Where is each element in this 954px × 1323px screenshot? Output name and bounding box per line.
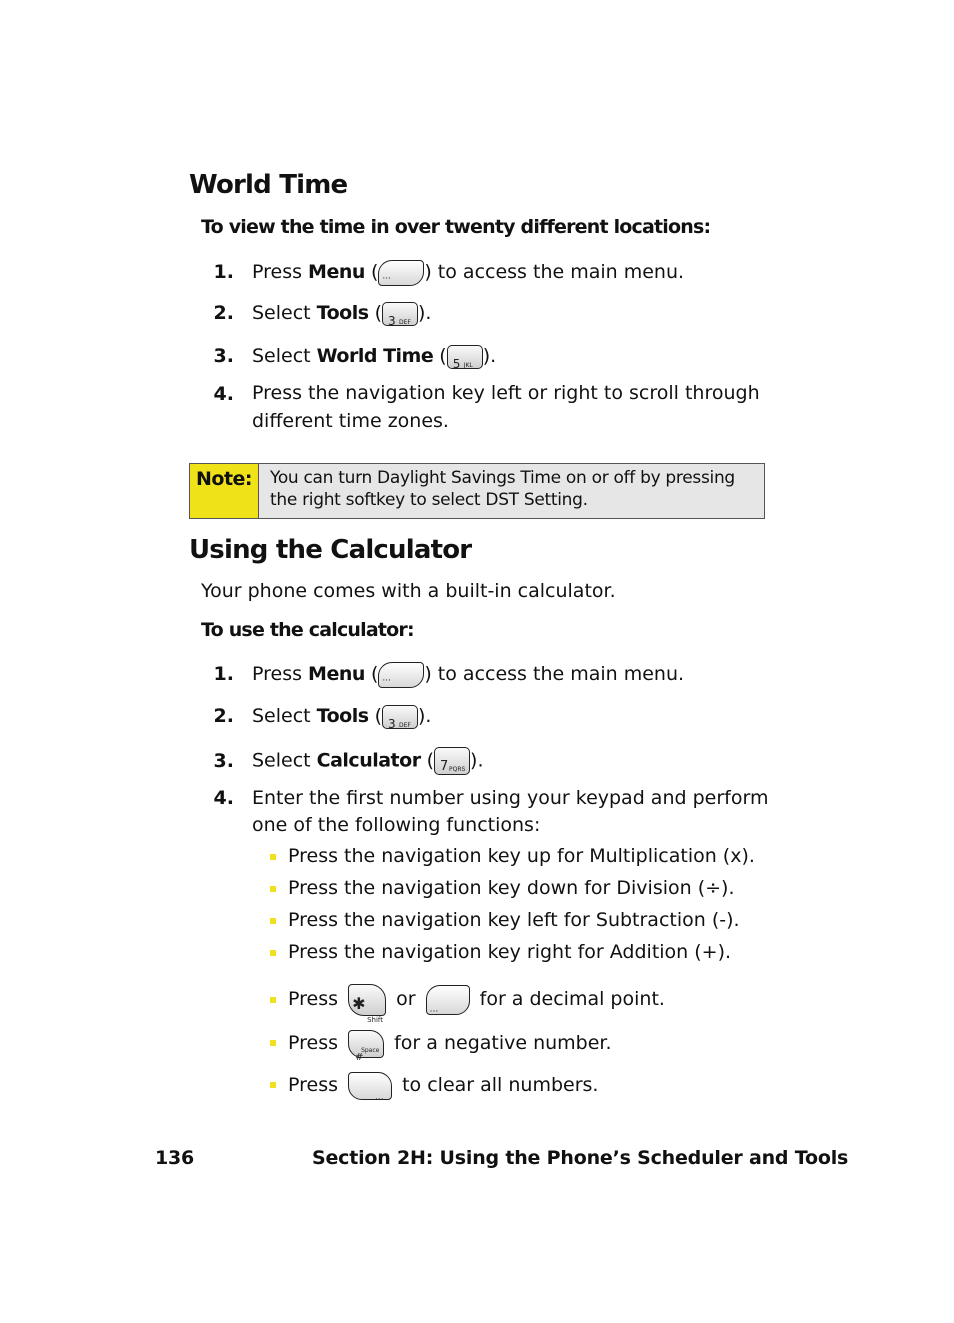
key-glyph: ✱ — [352, 993, 366, 1013]
key-digit: 3 — [387, 716, 396, 731]
bullet-item — [270, 909, 740, 931]
calc-step-3 — [252, 747, 483, 775]
calc-step-4-line1: Enter the first number using your keypad and perform — [252, 787, 769, 809]
step-bold: World Time — [316, 345, 434, 367]
step-bold: Calculator — [316, 749, 421, 772]
bullet-square-icon — [270, 918, 276, 924]
step-bold: Tools — [316, 705, 369, 727]
step-number: 1. — [213, 261, 234, 283]
step-text: Press — [252, 261, 309, 283]
world-step-3 — [252, 343, 496, 370]
bullet-square-icon — [270, 1082, 276, 1088]
key-7-icon — [434, 747, 470, 775]
bullet-item — [270, 877, 734, 899]
calculator-intro: Your phone comes with a built-in calculator. — [201, 580, 616, 602]
step-text: ). — [417, 705, 432, 727]
step-text: ) to access the main menu. — [424, 663, 685, 685]
key-glyph: ··· — [382, 273, 391, 284]
key-3-icon — [382, 705, 418, 729]
bullet-text: to clear all numbers. — [402, 1074, 599, 1096]
step-bold: Menu — [308, 261, 365, 283]
bullet-text: Press — [288, 988, 339, 1010]
calc-step-4-line2: one of the following functions: — [252, 814, 541, 836]
bullet-square-icon — [270, 854, 276, 860]
pound-space-key-icon — [348, 1030, 384, 1063]
bullet-square-icon — [270, 1040, 276, 1046]
bullet-decimal — [270, 980, 665, 1024]
bullet-text: Press — [288, 1074, 339, 1096]
world-time-subheading: To view the time in over twenty different locations: — [201, 216, 711, 238]
menu-softkey-icon — [426, 985, 470, 1015]
step-text: ( — [420, 749, 435, 772]
menu-softkey-icon — [378, 260, 424, 286]
step-text: ( — [364, 663, 379, 685]
bullet-square-icon — [270, 997, 276, 1003]
world-step-1 — [252, 259, 684, 286]
step-text: ). — [482, 345, 497, 367]
key-3-icon — [382, 302, 418, 326]
key-label: Shift — [367, 1015, 383, 1024]
note-text: You can turn Daylight Savings Time on or off by pressing the right softkey to select DST Setting. — [270, 468, 735, 510]
bullet-square-icon — [270, 950, 276, 956]
world-step-2 — [252, 300, 431, 327]
calc-step-1 — [252, 661, 684, 688]
key-glyph: ··· — [375, 1094, 384, 1105]
note-label: Note: — [190, 464, 259, 518]
key-letters: PQRS — [449, 766, 466, 773]
page-number: 136 — [155, 1147, 195, 1169]
section-title: Section 2H: Using the Phone’s Scheduler and Tools — [312, 1147, 849, 1169]
step-number: 3. — [213, 750, 234, 772]
step-number: 1. — [213, 663, 234, 685]
step-number: 3. — [213, 345, 234, 367]
key-glyph: ··· — [382, 675, 391, 686]
step-number: 2. — [213, 705, 234, 727]
step-number: 4. — [213, 383, 234, 405]
step-number: 4. — [213, 787, 234, 809]
bullet-text: or — [396, 988, 416, 1010]
bullet-text: for a decimal point. — [479, 988, 665, 1010]
key-letters: DEF — [398, 721, 411, 729]
step-bold: Tools — [316, 302, 369, 324]
bullet-text: Press — [288, 1032, 339, 1054]
bullet-text: Press the navigation key left for Subtraction (-). — [288, 909, 740, 931]
world-step-4-line1: Press the navigation key left or right to scroll through — [252, 382, 760, 404]
star-shift-key-icon — [348, 984, 386, 1024]
step-text: ( — [433, 345, 447, 367]
key-glyph: # — [355, 1051, 364, 1063]
bullet-text: Press the navigation key down for Division (÷). — [288, 877, 735, 899]
note-box — [189, 463, 765, 519]
step-text: Select — [252, 749, 317, 772]
calc-step-2 — [252, 703, 431, 730]
world-step-4-line2: different time zones. — [252, 410, 449, 432]
step-number: 2. — [213, 302, 234, 324]
bullet-negative — [270, 1026, 612, 1063]
step-text: ( — [368, 302, 382, 324]
step-bold: Menu — [308, 663, 365, 685]
bullet-clear — [270, 1068, 599, 1105]
step-text: ) to access the main menu. — [424, 261, 685, 283]
calculator-heading: Using the Calculator — [189, 535, 472, 565]
step-text: ( — [368, 705, 382, 727]
key-letters: DEF — [398, 318, 411, 326]
bullet-text: for a negative number. — [394, 1032, 612, 1054]
step-text: Select — [252, 345, 317, 367]
back-softkey-icon — [348, 1072, 392, 1105]
bullet-item — [270, 845, 755, 867]
key-digit: 3 — [387, 313, 396, 328]
step-text: Press — [252, 663, 309, 685]
step-text: Select — [252, 705, 317, 727]
key-letters: JKL — [463, 361, 473, 369]
bullet-text: Press the navigation key up for Multiplication (x). — [288, 845, 755, 867]
key-label: Space — [361, 1046, 380, 1054]
key-digit: 7 — [440, 759, 449, 774]
step-text: Select — [252, 302, 317, 324]
calculator-subheading: To use the calculator: — [201, 619, 414, 641]
bullet-text: Press the navigation key right for Addition (+). — [288, 941, 732, 963]
step-text: ( — [364, 261, 379, 283]
key-digit: 5 — [452, 356, 461, 371]
step-text: ). — [417, 302, 432, 324]
menu-softkey-icon — [378, 662, 424, 688]
bullet-square-icon — [270, 886, 276, 892]
key-glyph: ··· — [429, 1006, 439, 1017]
key-5-icon — [447, 345, 483, 369]
world-time-heading: World Time — [189, 170, 348, 200]
bullet-item — [270, 941, 731, 963]
step-text: ). — [470, 749, 484, 772]
